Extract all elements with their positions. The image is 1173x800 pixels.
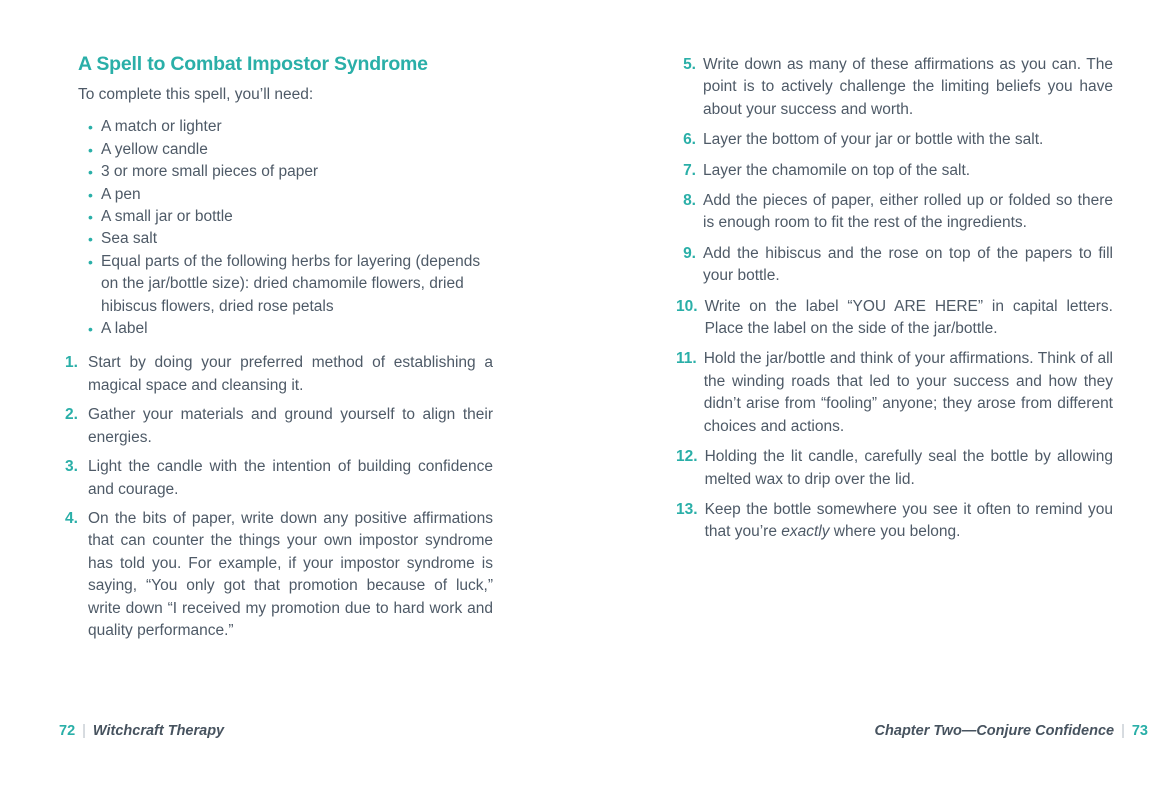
step-number: 6. (683, 131, 696, 149)
chapter-title: Chapter Two—Conjure Confidence (874, 723, 1115, 739)
supplies-list (78, 116, 493, 340)
intro-text: To complete this spell, you’ll need: (78, 86, 314, 103)
bullet-icon: • (88, 253, 93, 270)
bullet-icon: • (88, 321, 93, 338)
supply-text: 3 or more small pieces of paper (101, 163, 319, 181)
step-item (65, 508, 493, 642)
step-item (676, 190, 1113, 235)
bullet-icon: • (88, 209, 93, 226)
page-number: 73 (1131, 723, 1148, 739)
step-text: On the bits of paper, write down any positive affirmations that can counter the things your own impostor syndrome has told you. For example, if your impostor syndrome is saying, “You only got that promotion because of luck,” write down “I received my promotion due to hard work and quality performance.” (88, 509, 493, 639)
book-title: Witchcraft Therapy (92, 723, 225, 739)
step-number: 4. (65, 509, 78, 527)
step-number: 5. (683, 56, 696, 73)
bullet-icon: • (88, 164, 93, 181)
supply-text: A pen (101, 185, 141, 203)
step-number: 10. (676, 297, 698, 315)
steps-list-left (65, 352, 493, 642)
step-text: Holding the lit candle, carefully seal the bottle by allowing melted wax to drip over the lid. (704, 448, 1113, 488)
step-text: Gather your materials and ground yourself to align their energies. (88, 406, 493, 446)
footer-left (59, 722, 224, 740)
supply-text: A match or lighter (101, 118, 222, 136)
step-number: 3. (65, 458, 78, 476)
step-number: 2. (65, 406, 78, 424)
supply-text: Equal parts of the following herbs for layering (depends on the jar/bottle size): dried chamomile flowers, dried hibiscus flowers, dried rose petals (101, 252, 481, 315)
page-title: A Spell to Combat Impostor Syndrome (78, 53, 428, 75)
step-item (676, 499, 1113, 544)
step-text: Layer the chamomile on top of the salt. (703, 161, 971, 179)
step-text: Start by doing your preferred method of establishing a magical space and cleansing it. (88, 354, 493, 394)
footer-right (875, 722, 1148, 740)
step-number: 9. (683, 244, 696, 262)
step-text-segment: Keep the bottle somewhere you see it often to remind you that you’re (704, 500, 1113, 541)
list-item (88, 184, 493, 206)
bullet-icon: • (88, 186, 93, 203)
supply-text: A small jar or bottle (101, 208, 233, 226)
bullet-icon: • (88, 231, 93, 248)
step-item (676, 296, 1113, 341)
list-item (88, 161, 493, 183)
step-item (676, 160, 1113, 182)
list-item (88, 139, 493, 161)
step-number: 1. (65, 354, 78, 372)
supply-text: A label (101, 320, 148, 338)
step-item (65, 404, 493, 449)
supply-text: A yellow candle (101, 140, 208, 158)
step-item (676, 129, 1113, 151)
step-item (676, 243, 1113, 288)
page-left (65, 52, 493, 642)
step-number: 8. (683, 192, 696, 210)
list-item (88, 318, 493, 340)
step-number: 12. (676, 448, 698, 466)
step-item (676, 348, 1113, 438)
list-item (88, 116, 493, 138)
bullet-icon: • (88, 119, 93, 136)
step-text: Write down as many of these affirmations as you can. The point is to actively challenge the limiting beliefs you have about your success and worth. (703, 56, 1113, 118)
step-item (676, 54, 1113, 121)
step-text: Add the hibiscus and the rose on top of the papers to fill your bottle. (703, 244, 1113, 285)
supply-text: Sea salt (101, 230, 158, 248)
bullet-icon: • (88, 141, 93, 158)
step-number: 7. (683, 161, 696, 179)
step-text: Write on the label “YOU ARE HERE” in capital letters. Place the label on the side of the jar/bottle. (704, 297, 1113, 338)
footer-separator: | (1121, 723, 1125, 739)
step-item (65, 456, 493, 501)
page-right (676, 54, 1113, 544)
list-item (88, 251, 493, 318)
step-text: Layer the bottom of your jar or bottle with the salt. (703, 131, 1044, 149)
step-text: Add the pieces of paper, either rolled up or folded so there is enough room to fit the rest of the ingredients. (703, 192, 1113, 232)
footer-separator: | (82, 723, 86, 739)
step-text: Light the candle with the intention of building confidence and courage. (88, 458, 493, 498)
steps-list-right (676, 54, 1113, 544)
step-text-segment: where you belong. (829, 523, 961, 541)
step-item (676, 446, 1113, 491)
list-item (88, 206, 493, 228)
step-text (705, 499, 1113, 544)
step-text: Hold the jar/bottle and think of your affirmations. Think of all the winding roads that led to your success and how they didn’t arise from “fooling” anyone; they arose from different choices and actions. (703, 350, 1113, 435)
page-number: 72 (59, 723, 76, 739)
step-number: 13. (676, 500, 698, 518)
step-item (65, 352, 493, 397)
list-item (88, 228, 493, 250)
step-text-italic: exactly (781, 523, 830, 541)
step-number: 11. (676, 350, 697, 368)
